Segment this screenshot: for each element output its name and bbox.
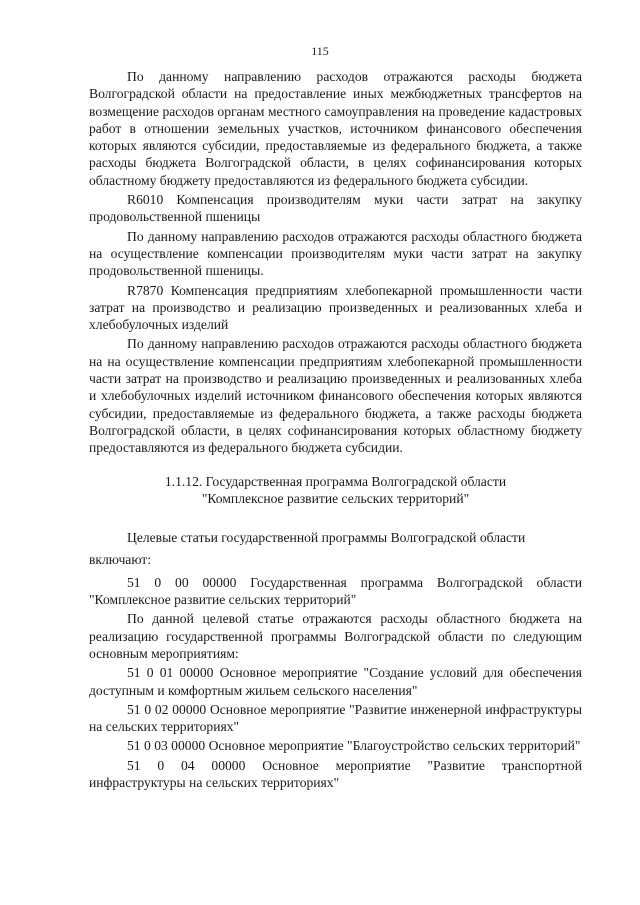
paragraph: R6010 Компенсация производителям муки части затрат на закупку продовольственной пшеницы (89, 192, 582, 225)
page-number: 115 (311, 44, 329, 58)
paragraph: По данному направлению расходов отражаются расходы бюджета Волгоградской области на предоставление иных межбюджетных трансфертов на возмещение расходов органам местного самоуправления на проведение кадастровых работ в отношении земельных участков, источником финансового обеспечения которых являются субсидии, предоставляемые из федерального бюджета, а также расходы бюджета Волгоградской области, в целях софинансирования которых областному бюджету предоставляются из федерального бюджета субсидии. (89, 69, 582, 188)
paragraph: 51 0 01 00000 Основное мероприятие "Создание условий для обеспечения доступным и комфортным жильем сельского населения" (89, 665, 582, 698)
section-title (89, 473, 582, 508)
paragraph: 51 0 03 00000 Основное мероприятие "Благоустройство сельских территорий" (127, 738, 581, 754)
paragraph: По данной целевой статье отражаются расходы областного бюджета на реализацию государственной программы Волгоградской области по следующим основным мероприятиям: (89, 611, 582, 661)
intro-paragraph-continuation: включают: (89, 552, 152, 568)
paragraph: По данному направлению расходов отражаются расходы областного бюджета на на осуществление компенсации предприятиям хлебопекарной промышленности части затрат на производство и реализацию произведенных и реализованных хлеба и хлебобулочных изделий источником финансового обеспечения которых являются субсидии, предоставляемые из федерального бюджета, а также расходы бюджета Волгоградской области, в целях софинансирования которых областному бюджету предоставляются из федерального бюджета субсидии. (89, 336, 582, 456)
intro-paragraph: Целевые статьи государственной программы Волгоградской области (127, 530, 526, 546)
paragraph: 51 0 02 00000 Основное мероприятие "Развитие инженерной инфраструктуры на сельских территориях" (89, 701, 582, 735)
paragraph: 51 0 00 00000 Государственная программа Волгоградской области "Комплексное развитие сельских территорий" (89, 574, 582, 608)
paragraph: R7870 Компенсация предприятиям хлебопекарной промышленности части затрат на производство и реализацию произведенных и реализованных хлеба и хлебобулочных изделий (89, 282, 582, 333)
section-title-line: "Комплексное развитие сельских территорий" (201, 490, 470, 506)
document-body (89, 68, 582, 791)
paragraph: По данному направлению расходов отражаются расходы областного бюджета на осуществление компенсации производителям муки части затрат на закупку продовольственной пшеницы. (89, 228, 582, 279)
section-title-line: 1.1.12. Государственная программа Волгоградской области (164, 473, 507, 489)
paragraph: 51 0 04 00000 Основное мероприятие "Развитие транспортной инфраструктуры на сельских территориях" (89, 757, 582, 790)
